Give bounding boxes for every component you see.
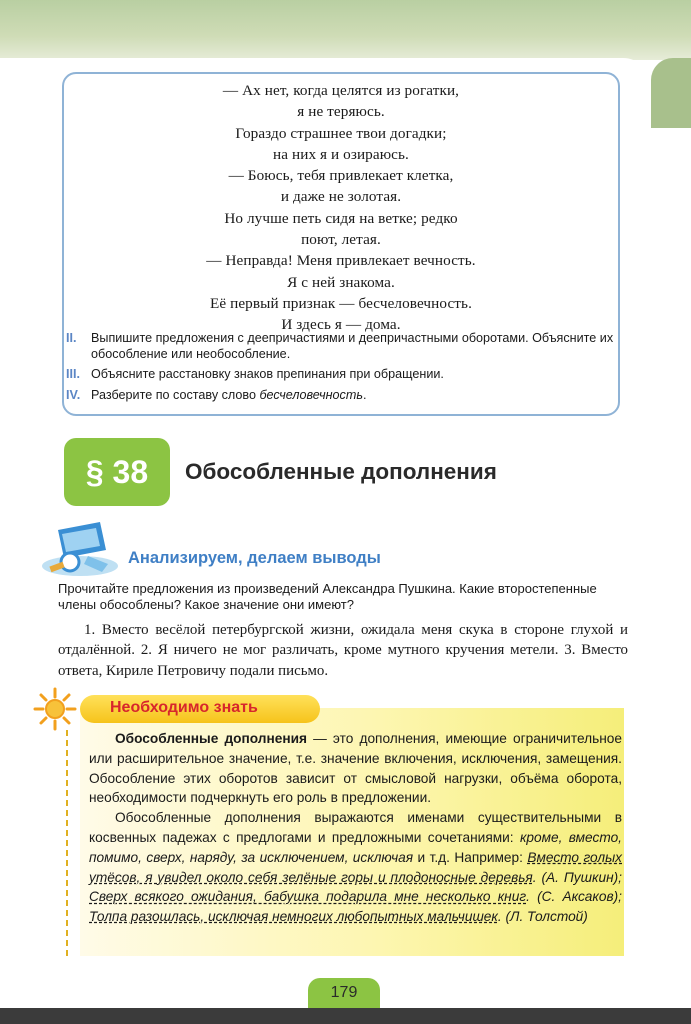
know-example: Сверх всякого ожидания, бабушка подарила мне несколько книг	[89, 889, 527, 905]
poem-line: И здесь я — дома.	[281, 316, 401, 334]
poem-line: поют, летая.	[301, 231, 381, 249]
analyze-heading: Анализируем, делаем выводы	[128, 549, 381, 567]
section-title: Обособленные дополнения	[185, 459, 497, 484]
poem-line: на них я и озираюсь.	[273, 145, 409, 163]
task-number: II.	[66, 331, 77, 345]
sun-icon	[32, 686, 78, 732]
poem-line: Но лучше петь сидя на ветке; редко	[224, 209, 458, 227]
poem-line: Гораздо страшнее твои догадки;	[235, 124, 447, 142]
know-example: Толпа разошлась, исключая немногих любопытных мальчишек	[89, 909, 498, 925]
task-list	[66, 331, 614, 408]
know-term: Обособленные дополнения	[115, 731, 308, 746]
task-item	[66, 331, 614, 362]
top-decor-band	[0, 0, 691, 60]
task-keyword: бесчеловечность	[259, 387, 363, 402]
know-paragraph	[89, 729, 622, 808]
poem-line: и даже не золотая.	[280, 188, 402, 206]
know-example-source: . (Л. Толстой)	[497, 909, 588, 925]
analyze-intro: Прочитайте предложения из произведений Александра Пушкина. Какие второстепенные члены обособлены? Какое значение они имеют?	[58, 581, 597, 613]
analyze-examples: 1. Вместо весёлой петербургской жизни, ожидала меня скука в стороне глухой и отдалённой. 2. Я ничего не мог различать, кроме мутного кручения метели. 3. Вместо ответа, Кириле Петровичу подали письмо.	[58, 622, 628, 679]
analyze-magnifier-icon	[40, 516, 120, 578]
know-example: Вместо голых утёсов, я увидел около себя зелёные горы и плодоносные деревья	[89, 849, 622, 885]
poem-line: я не теряюсь.	[297, 103, 385, 121]
page-corner-tab	[651, 58, 691, 128]
poem	[62, 80, 620, 336]
poem-line: — Боюсь, тебя привлекает клетка,	[228, 167, 454, 185]
task-item	[66, 388, 614, 404]
task-number: IV.	[66, 387, 81, 402]
page-number: 179	[330, 984, 358, 1001]
section-number-badge: § 38	[64, 438, 170, 506]
poem-line: Я с ней знакома.	[287, 273, 395, 291]
know-example-source: . (А. Пушкин);	[532, 869, 622, 885]
poem-line: — Ах нет, когда целятся из рогатки,	[222, 82, 460, 99]
know-definition: — это дополнения, имеющие ограничительное или расширительное значение, т.е. значение включения, исключения, замещения. Обособление этих оборотов зависит от смысловой нагрузки, объёма оборота, необходимости подчеркнуть его роль в предложении.	[89, 731, 623, 806]
know-text	[89, 729, 622, 927]
task-text: Выпишите предложения с деепричастиями и деепричастными оборотами. Объясните их обособление или необособление.	[91, 331, 614, 361]
task-text: Объясните расстановку знаков препинания при обращении.	[91, 367, 444, 381]
task-item	[66, 367, 614, 383]
task-text: Разберите по составу слово	[91, 387, 260, 402]
know-p2-start: Обособленные дополнения выражаются именами существительными в косвенных падежах с предлогами и предложными сочетаниями:	[89, 810, 622, 845]
know-example-source: . (С. Аксаков);	[526, 889, 622, 905]
know-prepositions: кроме, вместо, помимо, сверх, наряду, за исключением, исключая	[89, 829, 622, 865]
task-number: III.	[66, 367, 80, 381]
know-p2-mid: и т.д. Например:	[413, 849, 528, 865]
know-paragraph	[89, 808, 622, 927]
know-box-dashed-rule	[66, 730, 68, 956]
bottom-edge	[0, 1008, 691, 1024]
poem-line: Её первый признак — бесчеловечность.	[210, 294, 472, 312]
poem-line: — Неправда! Меня привлекает вечность.	[206, 252, 476, 270]
task-text-end: .	[362, 387, 367, 402]
know-title: Необходимо знать	[110, 699, 258, 716]
